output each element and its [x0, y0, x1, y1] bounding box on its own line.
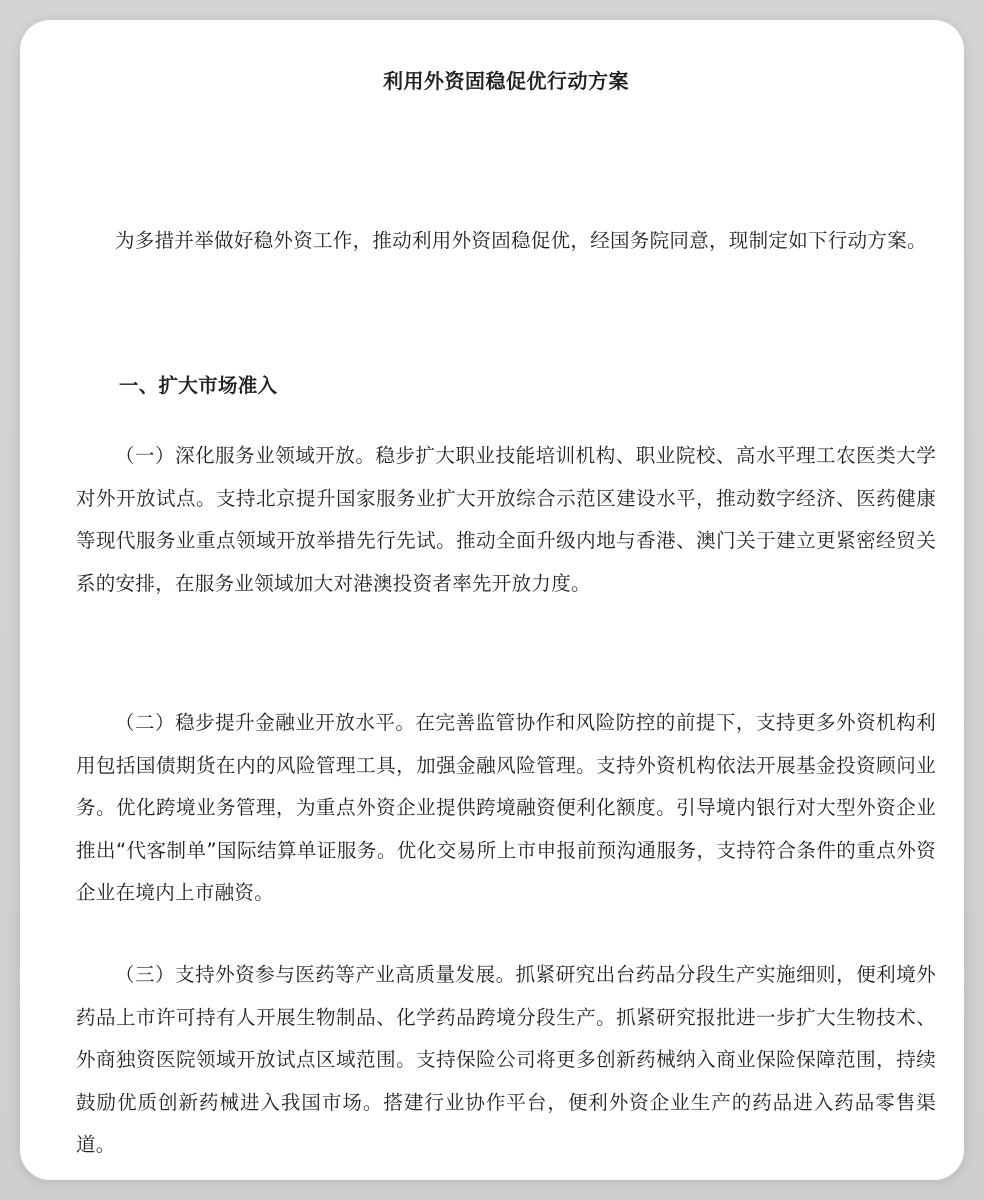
document-card: [20, 20, 964, 1180]
section-heading: 一、扩大市场准入: [118, 374, 278, 397]
intro-paragraph: 为多措并举做好稳外资工作，推动利用外资固稳促优，经国务院同意，现制定如下行动方案。: [115, 229, 927, 252]
paragraph-item-3: （三）支持外资参与医药等产业高质量发展。抓紧研究出台药品分段生产实施细则，便利境外药品上市许可持有人开展生物制品、化学药品跨境分段生产。抓紧研究报批进一步扩大生物技术、外商独资医院领域开放试点区域范围。支持保险公司将更多创新药械纳入商业保险保障范围，持续鼓励优质创新药械进入我国市场。搭建行业协作平台，便利外资企业生产的药品进入药品零售渠道。: [76, 963, 936, 1156]
document-title: 利用外资固稳促优行动方案: [383, 69, 629, 93]
paragraph-item-1: （一）深化服务业领域开放。稳步扩大职业技能培训机构、职业院校、高水平理工农医类大学对外开放试点。支持北京提升国家服务业扩大开放综合示范区建设水平，推动数字经济、医药健康等现代服务业重点领域开放举措先行先试。推动全面升级内地与香港、澳门关于建立更紧密经贸关系的安排，在服务业领域加大对港澳投资者率先开放力度。: [76, 444, 936, 595]
paragraph-item-2: （二）稳步提升金融业开放水平。在完善监管协作和风险防控的前提下，支持更多外资机构利用包括国债期货在内的风险管理工具，加强金融风险管理。支持外资机构依法开展基金投资顾问业务。优化跨境业务管理，为重点外资企业提供跨境融资便利化额度。引导境内银行对大型外资企业推出“代客制单”国际结算单证服务。优化交易所上市申报前预沟通服务，支持符合条件的重点外资企业在境内上市融资。: [76, 711, 936, 904]
